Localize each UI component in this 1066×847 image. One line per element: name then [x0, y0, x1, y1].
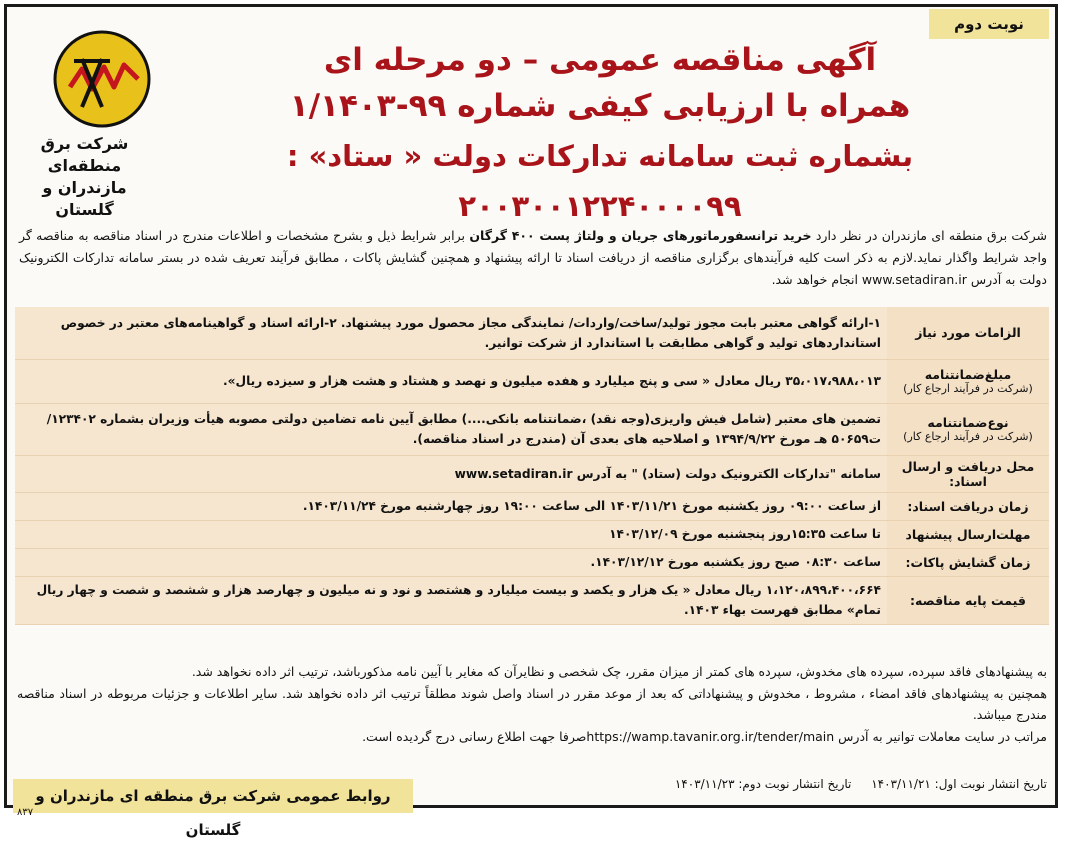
label-text: زمان دریافت اسناد:: [907, 498, 1029, 514]
tender-notice: [4, 4, 1058, 839]
round-badge: نوبت دوم: [929, 9, 1049, 39]
intro-text-start: شرکت برق منطقه ای مازندران در نظر دارد: [811, 228, 1048, 243]
first-publish-date: تاریخ انتشار نوبت اول: ۱۴۰۳/۱۱/۲۱: [871, 777, 1047, 791]
electricity-logo-icon: [52, 29, 152, 129]
row-value: سامانه "تدارکات الکترونیک دولت (ستاد) " به آدرس www.setadiran.ir: [15, 455, 887, 492]
company-name-line1: شرکت برق منطقه‌ای: [40, 134, 129, 175]
table-row: [15, 492, 1049, 520]
note-1: به پیشنهادهای فاقد سپرده، سپرده های مخدوش، سپرده های کمتر از میزان مقرر، چک شخصی و نظایرآن که مغایر با آیین نامه مذکورباشد، ترتیب اثر داده نخواهد شد.: [191, 664, 1047, 679]
intro-paragraph: [19, 225, 1047, 291]
table-row: [15, 548, 1049, 576]
row-label: [887, 576, 1049, 624]
label-text: محل دریافت و ارسال اسناد:: [901, 458, 1035, 489]
label-text: قیمت پایه مناقصه:: [910, 592, 1026, 608]
company-logo: [17, 29, 152, 219]
label-text: نوع‌ضمانتنامه: [927, 415, 1009, 430]
note-3: مراتب در سایت معاملات توانیر به آدرس https://wamp.tavanir.org.ir/tender/mainصرفا جهت اطلاع رسانی درج گردیده است.: [362, 728, 1047, 744]
row-label: [887, 520, 1049, 548]
company-name-line2: مازندران و گلستان: [42, 178, 127, 219]
label-text: الزامات مورد نیاز: [915, 325, 1021, 341]
row-label: [887, 307, 1049, 359]
public-relations-footer: روابط عمومی شرکت برق منطقه ای مازندران و گلستان: [13, 779, 413, 813]
intro-subject: خرید ترانسفورماتورهای جریان و ولتاژ پست ۴۰۰ گرگان: [469, 228, 812, 243]
row-value: ۳۵،۰۱۷،۹۸۸،۰۱۳ ریال معادل « سی و پنج میلیارد و هفده میلیون و نهصد و هشتاد و هشت هزار و سیزده ریال».: [15, 359, 887, 403]
row-label: [887, 455, 1049, 492]
row-value: تضمین های معتبر (شامل فیش واریزی(وجه نقد) ،ضمانتنامه بانکی....) مطابق آیین نامه تضامین دولتی مصوبه هیأت وزیران بشماره ۱۲۳۴۰۲/ت۵۰۶۵۹ هـ مورخ ۱۳۹۴/۹/۲۲ و اصلاحیه های بعدی آن (مندرج در اسناد مناقصه).: [15, 403, 887, 455]
table-row: [15, 307, 1049, 359]
title-line1: آگهی مناقصه عمومی – دو مرحله ای: [323, 42, 877, 78]
label-text: زمان گشایش پاکات:: [905, 554, 1031, 570]
row-label: [887, 403, 1049, 455]
row-value: ۱،۱۲۰،۸۹۹،۴۰۰،۶۶۴ ریال معادل « یک هزار و یکصد و بیست میلیارد و هشتصد و نود و نه میلیون و چهارصد هزار و ششصد و شصت و چهار ریال تمام» مطابق فهرست بهاء ۱۴۰۳.: [15, 576, 887, 624]
row-label: [887, 548, 1049, 576]
note-2: همچنین به پیشنهادهای فاقد امضاء ، مشروط ، مخدوش و پیشنهاداتی که بعد از موعد مقرر در اسناد واصل شوند مطلقاً ترتیب اثر داده نخواهد شد. سایر اطلاعات و جزئیات مربوطه در اسناد مناقصه مندرج میباشد.: [17, 685, 1047, 722]
row-value: ساعت ۰۸:۳۰ صبح روز یکشنبه مورخ ۱۴۰۳/۱۲/۱۲.: [15, 548, 887, 576]
label-subtext: (شرکت در فرآیند ارجاع کار): [903, 430, 1033, 443]
label-subtext: (شرکت در فرآیند ارجاع کار): [903, 382, 1033, 395]
intro-text-end: برابر شرایط ذیل و بشرح مشخصات و اطلاعات مندرج در اسناد مناقصه به مناقصه گر واجد شرایط واگذار نماید.لازم به ذکر است کلیه فرآیندهای برگزاری مناقصه از دریافت اسناد تا ارائه پیشنهاد و همچنین گشایش پاکات ، مطابق فرآیند تعریف شده در بستر سامانه تدارکات الکترونیک دولت به آدرس www.setadiran.ir انجام خواهد شد.: [19, 228, 1047, 287]
second-publish-date: تاریخ انتشار نوبت دوم: ۱۴۰۳/۱۱/۲۳: [674, 777, 852, 791]
label-text: مبلغ‌ضمانتنامه: [924, 367, 1012, 382]
table-row: [15, 455, 1049, 492]
table-row: [15, 576, 1049, 624]
row-label: [887, 359, 1049, 403]
table-row: [15, 359, 1049, 403]
notes-section: [17, 661, 1047, 747]
row-value: ۱-ارائه گواهی معتبر بابت مجوز تولید/ساخت/واردات/ نمایندگی مجاز محصول مورد پیشنهاد. ۲-ارائه اسناد و گواهینامه‌های معتبر در خصوص استانداردهای تولید و گواهی مطابقت با استاندارد از شرکت توانیر.: [15, 307, 887, 359]
title-line3: بشماره ثبت سامانه تدارکات دولت « ستاد» : ۲۰۰۳۰۰۱۲۲۴۰۰۰۰۹۹: [286, 139, 914, 223]
table-row: [15, 520, 1049, 548]
row-label: [887, 492, 1049, 520]
title-line2: همراه با ارزیابی کیفی شماره ۹۹-۱/۱۴۰۳: [289, 88, 911, 124]
label-text: مهلت‌ارسال پیشنهاد: [905, 526, 1031, 542]
table-row: [15, 403, 1049, 455]
row-value: از ساعت ۰۹:۰۰ روز یکشنبه مورخ ۱۴۰۳/۱۱/۲۱ الی ساعت ۱۹:۰۰ روز چهارشنبه مورخ ۱۴۰۳/۱۱/۲۴.: [15, 492, 887, 520]
conditions-table: [15, 307, 1049, 625]
row-value: تا ساعت ۱۵:۳۵روز پنجشنبه مورخ ۱۴۰۳/۱۲/۰۹: [15, 520, 887, 548]
ad-code: ۸۳۷: [17, 807, 34, 818]
notice-header: [165, 37, 1035, 231]
